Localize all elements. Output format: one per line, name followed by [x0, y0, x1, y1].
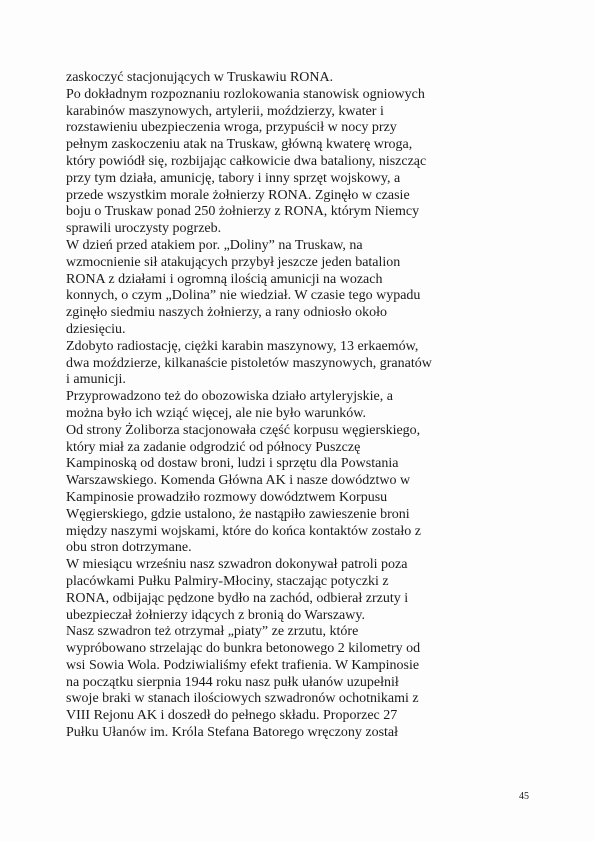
- text-line: Węgierskiego, gdzie ustalono, że nastąpiło zawieszenie broni: [66, 506, 410, 522]
- text-line: swoje braki w stanach ilościowych szwadronów ochotnikami z: [66, 691, 419, 707]
- page-number: 45: [519, 791, 529, 802]
- text-line: ubezpieczał żołnierzy idących z bronią do Warszawy.: [66, 607, 365, 623]
- text-line: i amunicji.: [66, 372, 126, 388]
- text-line: Kampinoską od dostaw broni, ludzi i sprzętu dla Powstania: [66, 456, 399, 472]
- text-line: wypróbowano strzelając do bunkra betonowego 2 kilometry od: [66, 641, 421, 657]
- text-line: który powiódł się, rozbijając całkowicie dwa bataliony, niszcząc: [66, 153, 427, 169]
- text-line: W miesiącu wrześniu nasz szwadron dokonywał patroli poza: [66, 557, 408, 573]
- text-line: przy tym działa, amunicję, tabory i inny sprzęt wojskowy, a: [66, 170, 401, 186]
- text-line: boju o Truskaw ponad 250 żołnierzy z RONA, którym Niemcy: [66, 204, 420, 220]
- text-line: RONA z działami i ogromną ilością amunicji na wozach: [66, 271, 383, 287]
- text-line: RONA, odbijając pędzone bydło na zachód, odbierał zrzuty i: [66, 590, 409, 606]
- text-line: na początku sierpnia 1944 roku nasz pułk ułanów uzupełnił: [66, 674, 399, 690]
- text-line: dziesięciu.: [66, 321, 126, 337]
- text-line: Zdobyto radiostację, ciężki karabin maszynowy, 13 erkaemów,: [66, 338, 419, 354]
- text-line: Od strony Żoliborza stacjonowała część korpusu węgierskiego,: [66, 422, 421, 438]
- text-line: wzmocnienie sił atakujących przybył jeszcze jeden batalion: [66, 254, 401, 270]
- text-line: obu stron dotrzymane.: [66, 540, 192, 556]
- text-line: przede wszystkim morale żołnierzy RONA. Zginęło w czasie: [66, 187, 410, 203]
- text-line: wsi Sowia Wola. Podziwialiśmy efekt trafienia. W Kampinosie: [66, 657, 420, 673]
- body-text: [66, 70, 536, 742]
- text-line: VIII Rejonu AK i doszedł do pełnego składu. Proporzec 27: [66, 708, 398, 724]
- text-line: między naszymi wojskami, które do końca kontaktów zostało z: [66, 523, 421, 539]
- text-line: Przyprowadzono też do obozowiska działo artyleryjskie, a: [66, 389, 393, 405]
- text-line: karabinów maszynowych, artylerii, moździerzy, kwater i: [66, 103, 384, 119]
- text-line: który miał za zadanie odgrodzić od północy Puszczę: [66, 439, 361, 455]
- text-line: Pułku Ułanów im. Króla Stefana Batorego wręczony został: [66, 725, 399, 741]
- text-line: placówkami Pułku Palmiry-Młociny, staczając potyczki z: [66, 573, 389, 589]
- text-line: pełnym zaskoczeniu atak na Truskaw, główną kwaterę wroga,: [66, 137, 413, 153]
- text-line: Po dokładnym rozpoznaniu rozlokowania stanowisk ogniowych: [66, 86, 425, 102]
- text-line: Nasz szwadron też otrzymał „piaty” ze zrzutu, które: [66, 624, 359, 640]
- text-line: zaskoczyć stacjonujących w Truskawiu RONA.: [66, 70, 334, 85]
- text-line: dwa moździerze, kilkanaście pistoletów maszynowych, granatów: [66, 355, 432, 371]
- text-line: zginęło siedmiu naszych żołnierzy, a rany odniosło około: [66, 305, 388, 321]
- text-line: sprawili uroczysty pogrzeb.: [66, 221, 222, 237]
- text-line: Kampinosie prowadziło rozmowy dowództwem Korpusu: [66, 489, 388, 505]
- text-line: Warszawskiego. Komenda Główna AK i nasze dowództwo w: [66, 473, 411, 489]
- text-line: można było ich wziąć więcej, ale nie było warunków.: [66, 405, 366, 421]
- text-line: W dzień przed atakiem por. „Doliny” na Truskaw, na: [66, 237, 363, 253]
- text-line: konnych, o czym „Dolina” nie wiedział. W czasie tego wypadu: [66, 288, 421, 304]
- text-line: rozstawieniu ubezpieczenia wroga, przypuścił w nocy przy: [66, 120, 397, 136]
